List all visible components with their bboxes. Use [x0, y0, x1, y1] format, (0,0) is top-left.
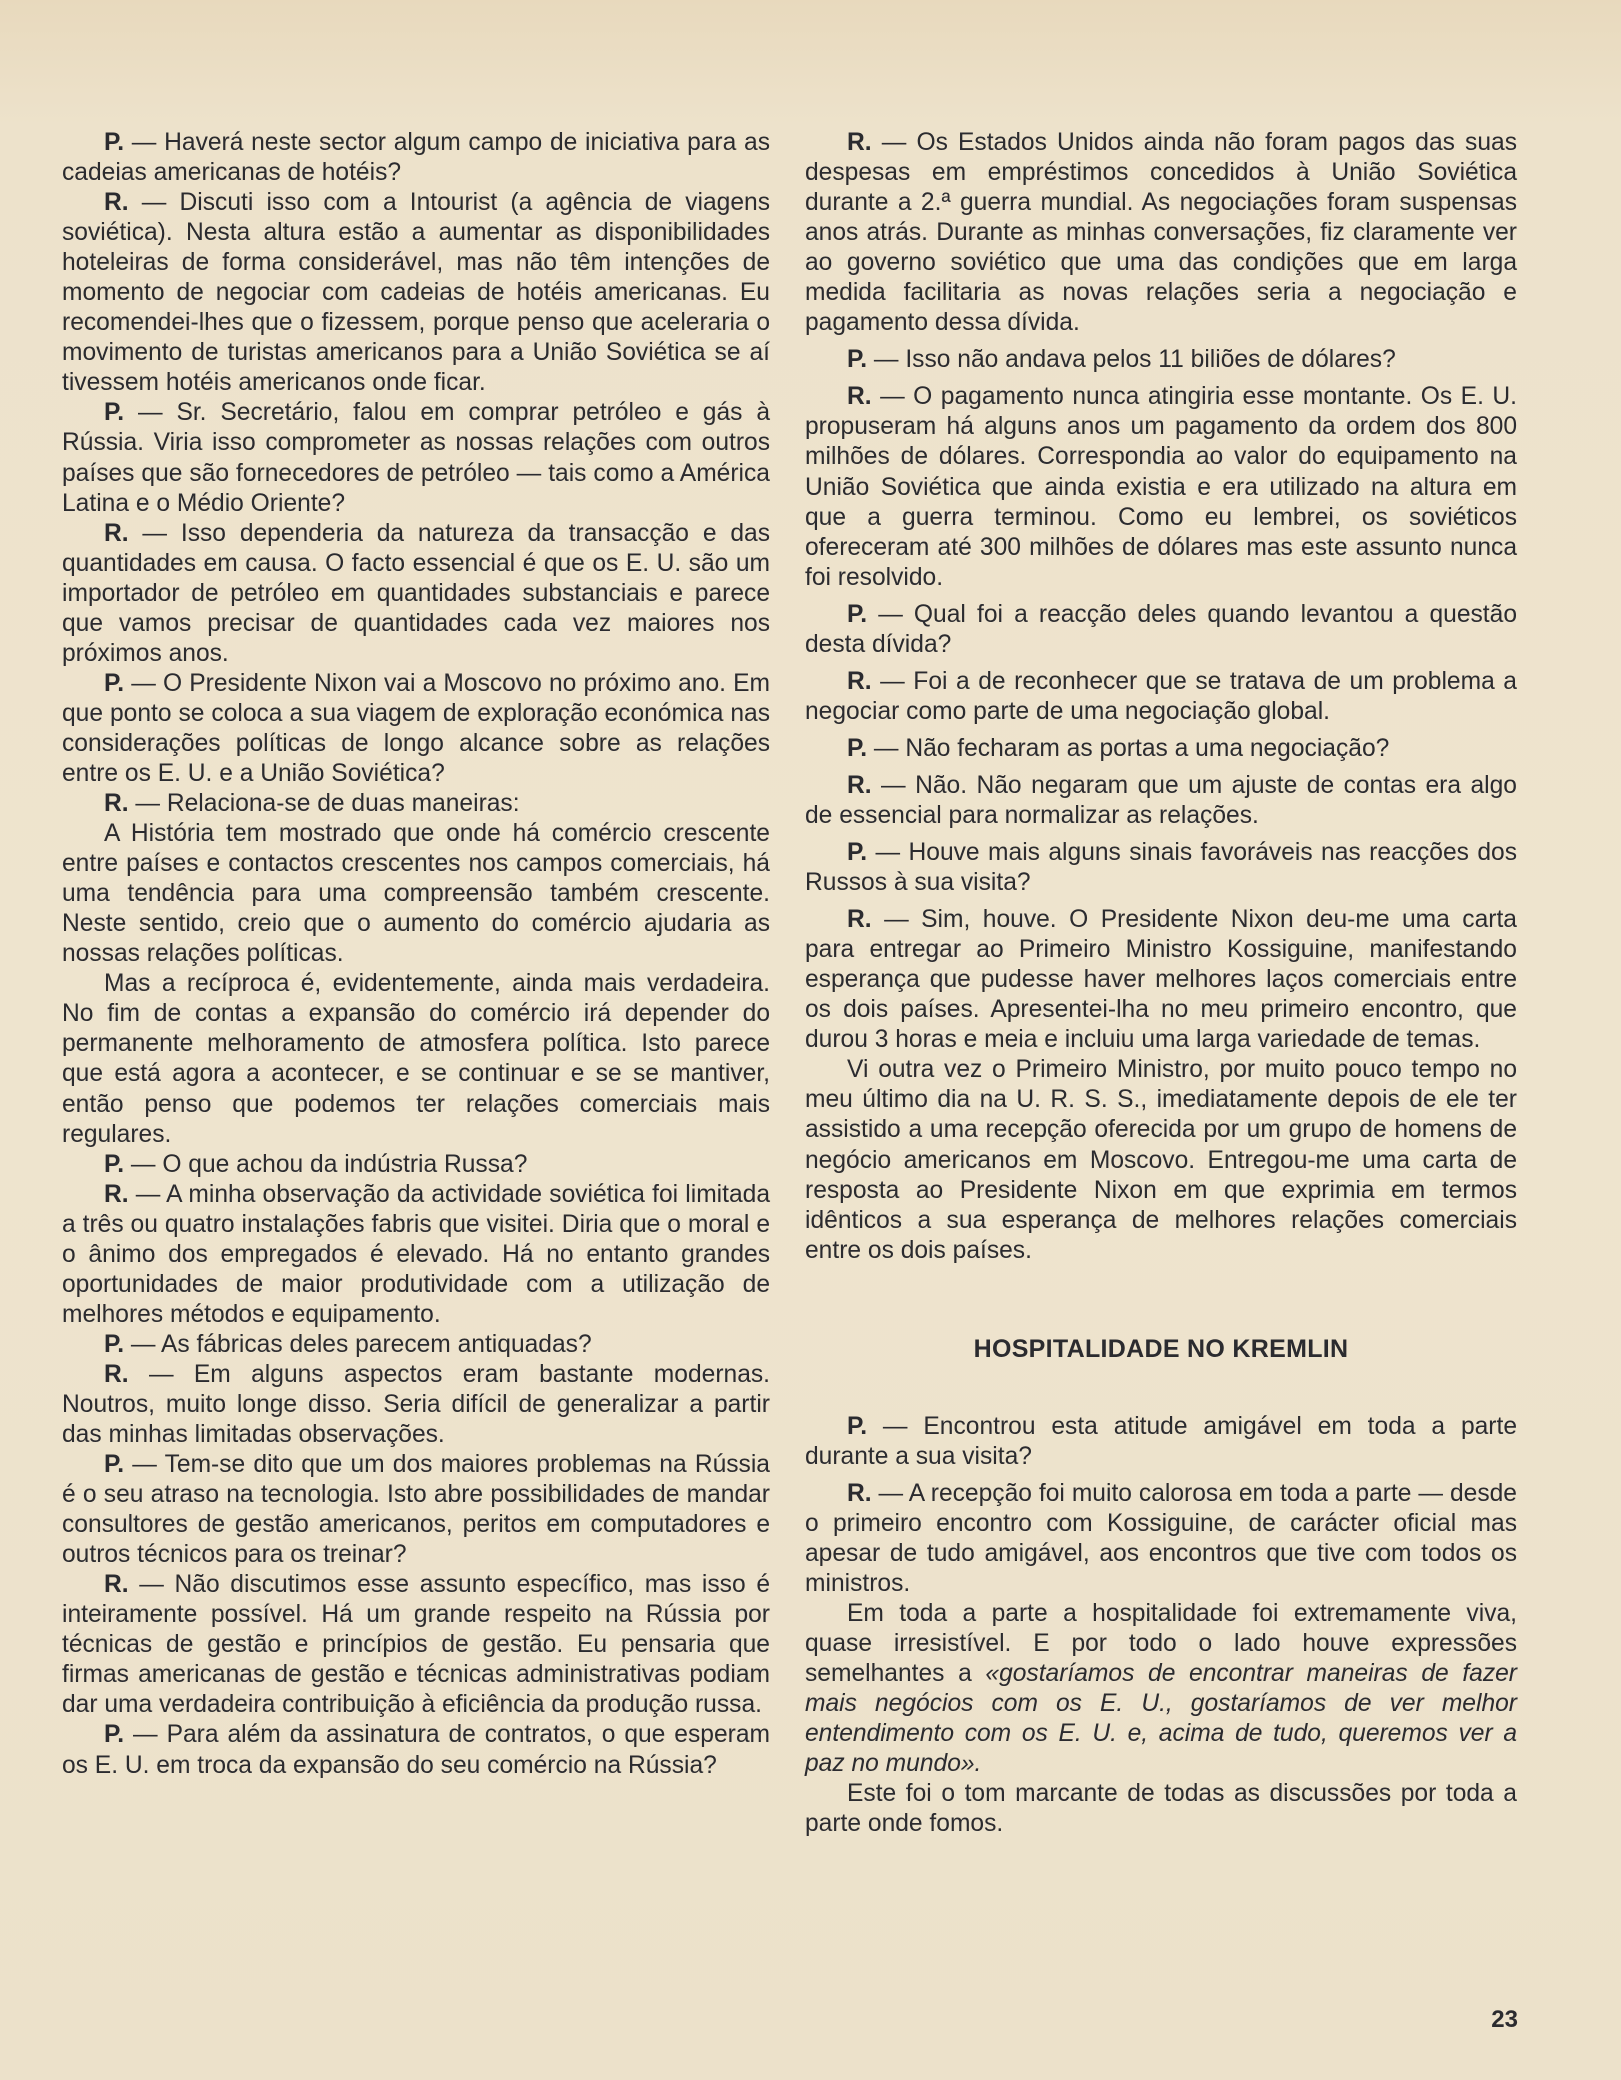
paragraph: R. — Não discutimos esse assunto específico, mas isso é inteiramente possível. Há um grande respeito na Rússia por técnicas de gestão e princípios de gestão. Eu pensaria que firmas americanas de gestão e técnicas administrativas podiam dar uma verdadeira contribuição à eficiência da produção russa.: [62, 1571, 770, 1719]
paragraph: R. — A recepção foi muito calorosa em toda a parte — desde o primeiro encontro com Kossiguine, de carácter oficial mas apesar de tudo amigável, aos encontros que tive com todos os ministros.: [805, 1479, 1517, 1597]
paragraph: P. — As fábricas deles parecem antiquadas?: [104, 1330, 592, 1358]
paragraph: [62, 969, 770, 1149]
paragraph: [62, 819, 770, 969]
speaker-label: P.: [104, 1330, 125, 1358]
left-column: [62, 128, 770, 1781]
paragraph-text: Em alguns aspectos eram bastante modernas. Noutros, muito longe disso. Seria difícil de generalizar a partir das minhas limitadas observações.: [62, 1360, 771, 1449]
paragraph: P. — O que achou da indústria Russa?: [104, 1150, 528, 1178]
speaker-label: R.: [847, 383, 872, 411]
speaker-label: P.: [104, 1451, 125, 1479]
paragraph: [805, 1599, 1517, 1779]
paragraph-text: A História tem mostrado que onde há comércio crescente entre países e contactos crescentes nos campos comerciais, há uma tendência para uma compreensão também crescente. Neste sentido, creio que o aumento do comércio ajudaria as nossas relações políticas.: [62, 820, 770, 968]
paragraph: P. — Houve mais alguns sinais favoráveis nas reacções dos Russos à sua visita?: [805, 839, 1517, 897]
paragraph-text: Houve mais alguns sinais favoráveis nas reacções dos Russos à sua visita?: [805, 839, 1517, 897]
paragraph: P. — Qual foi a reacção deles quando levantou a questão desta dívida?: [805, 600, 1517, 658]
paragraph: R. — Isso dependeria da natureza da transacção e das quantidades em causa. O facto essencial é que os E. U. são um importador de petróleo em quantidades substanciais e parece que vamos precisar de quantidades cada vez maiores nos próximos anos.: [62, 519, 770, 667]
paragraph: R. — O pagamento nunca atingiria esse montante. Os E. U. propuseram há alguns anos um pagamento da ordem dos 800 milhões de dólares. Correspondia ao valor do equipamento na União Soviética que ainda existia e era utilizado na altura em que a guerra terminou. Como eu lembrei, os soviéticos ofereceram até 300 milhões de dólares mas este assunto nunca foi resolvido.: [805, 383, 1517, 591]
paragraph-text: Em toda a parte a hospitalidade foi extremamente viva, quase irresistível. E por todo o lado houve expressões semelhantes a: [805, 1600, 1517, 1688]
speaker-label: R.: [847, 906, 872, 934]
right-column: [805, 128, 1517, 1839]
speaker-label: R.: [104, 1180, 129, 1208]
paragraph: P. — Encontrou esta atitude amigável em toda a parte durante a sua visita?: [805, 1412, 1517, 1470]
speaker-label: R.: [104, 790, 129, 818]
speaker-label: R.: [104, 519, 129, 547]
paragraph: P. — Sr. Secretário, falou em comprar petróleo e gás à Rússia. Viria isso comprometer as nossas relações com outros países que são fornecedores de petróleo — tais como a América Latina e o Médio Oriente?: [62, 399, 771, 517]
paragraph: P. — Tem-se dito que um dos maiores problemas na Rússia é o seu atraso na tecnologia. Isto abre possibilidades de mandar consultores de gestão americanos, peritos em computadores e outros técnicos para os treinar?: [62, 1451, 770, 1569]
speaker-label: R.: [104, 1571, 129, 1599]
section-heading: HOSPITALIDADE NO KREMLIN: [973, 1334, 1349, 1363]
paragraph-text: Encontrou esta atitude amigável em toda a parte durante a sua visita?: [805, 1412, 1517, 1470]
speaker-label: R.: [104, 189, 129, 217]
paragraph-text: Sim, houve. O Presidente Nixon deu-me uma carta para entregar ao Primeiro Ministro Kossiguine, manifestando esperança que pudesse haver melhores laços comerciais entre os dois países. Apresentei-lha no meu primeiro encontro, que durou 3 horas e meia e incluiu uma larga variedade de temas.: [805, 906, 1517, 1054]
speaker-label: P.: [104, 669, 125, 697]
paragraph-text: Tem-se dito que um dos maiores problemas na Rússia é o seu atraso na tecnologia. Isto abre possibilidades de mandar consultores de gestão americanos, peritos em computadores e outros técnicos para os treinar?: [62, 1451, 770, 1569]
paragraph: [805, 1779, 1517, 1839]
paragraph: P. — Não fecharam as portas a uma negociação?: [847, 734, 1390, 762]
paragraph-text: Qual foi a reacção deles quando levantou a questão desta dívida?: [805, 600, 1517, 658]
paragraph-text: Isso não andava pelos 11 biliões de dólares?: [905, 346, 1396, 374]
speaker-label: P.: [847, 734, 868, 762]
italic-quote: «gostaríamos de encontrar maneiras de fazer mais negócios com os E. U., gostaríamos de ver melhor entendimento com os E. U. e, acima de tudo, queremos ver a paz no mundo».: [805, 1660, 1517, 1778]
speaker-label: P.: [847, 346, 868, 374]
paragraph-text: Não discutimos esse assunto específico, mas isso é inteiramente possível. Há um grande respeito na Rússia por técnicas de gestão e princípios de gestão. Eu pensaria que firmas americanas de gestão e técnicas administrativas podiam dar uma verdadeira contribuição à eficiência da produção russa.: [62, 1571, 770, 1719]
speaker-label: P.: [847, 600, 868, 628]
paragraph-text: Isso dependeria da natureza da transacção e das quantidades em causa. O facto essencial é que os E. U. são um importador de petróleo em quantidades substanciais e parece que vamos precisar de quantidades cada vez maiores nos próximos anos.: [62, 519, 770, 667]
paragraph-text: Não fecharam as portas a uma negociação?: [905, 734, 1390, 762]
paragraph: R. — Relaciona-se de duas maneiras:: [104, 790, 520, 818]
paragraph: P. — O Presidente Nixon vai a Moscovo no próximo ano. Em que ponto se coloca a sua viagem de exploração económica nas considerações políticas de longo alcance sobre as relações entre os E. U. e a União Soviética?: [62, 669, 770, 787]
paragraph: R. — Em alguns aspectos eram bastante modernas. Noutros, muito longe disso. Seria difícil de generalizar a partir das minhas limitadas observações.: [62, 1360, 771, 1449]
speaker-label: R.: [104, 1360, 129, 1388]
paragraph-text: O pagamento nunca atingiria esse montante. Os E. U. propuseram há alguns anos um pagamento da ordem dos 800 milhões de dólares. Correspondia ao valor do equipamento na União Soviética que ainda existia e era utilizado na altura em que a guerra terminou. Como eu lembrei, os soviéticos ofereceram até 300 milhões de dólares mas este assunto nunca foi resolvido.: [805, 383, 1517, 591]
speaker-label: P.: [104, 1721, 125, 1749]
speaker-label: P.: [847, 1412, 868, 1440]
paragraph: R. — Foi a de reconhecer que se tratava de um problema a negociar como parte de uma negociação global.: [805, 667, 1517, 725]
speaker-label: P.: [847, 839, 868, 867]
paragraph-text: Para além da assinatura de contratos, o que esperam os E. U. em troca da expansão do seu comércio na Rússia?: [62, 1721, 770, 1779]
paragraph-text: Haverá neste sector algum campo de iniciativa para as cadeias americanas de hotéis?: [62, 129, 770, 187]
paragraph: P. — Isso não andava pelos 11 biliões de dólares?: [847, 346, 1396, 374]
speaker-label: R.: [847, 771, 872, 799]
paragraph: R. — Sim, houve. O Presidente Nixon deu-me uma carta para entregar ao Primeiro Ministro Kossiguine, manifestando esperança que pudesse haver melhores laços comerciais entre os dois países. Apresentei-lha no meu primeiro encontro, que durou 3 horas e meia e incluiu uma larga variedade de temas.: [805, 906, 1517, 1054]
paragraph-text: Mas a recíproca é, evidentemente, ainda mais verdadeira. No fim de contas a expansão do comércio irá depender do permanente melhoramento de atmosfera política. Isto parece que está agora a acontecer, e se continuar e se se mantiver, então penso que podemos ter relações comerciais mais regulares.: [62, 970, 770, 1148]
paragraph: [805, 1055, 1517, 1265]
paragraph: R. — Os Estados Unidos ainda não foram pagos das suas despesas em empréstimos concedidos à União Soviética durante a 2.ª guerra mundial. As negociações foram suspensas anos atrás. Durante as minhas conversações, fiz claramente ver ao governo soviético que uma das condições que em larga medida facilitaria as novas relações seria a negociação e pagamento dessa dívida.: [805, 129, 1517, 337]
speaker-label: P.: [104, 399, 125, 427]
paragraph-text: Sr. Secretário, falou em comprar petróleo e gás à Rússia. Viria isso comprometer as nossas relações com outros países que são fornecedores de petróleo — tais como a América Latina e o Médio Oriente?: [62, 399, 771, 517]
speaker-label: P.: [104, 1150, 125, 1178]
paragraph: R. — Discuti isso com a Intourist (a agência de viagens soviética). Nesta altura estão a aumentar as disponibilidades hoteleiras de forma considerável, mas não têm intenções de momento de negociar com cadeias de hotéis americanas. Eu recomendei-lhes que o fizessem, porque penso que aceleraria o movimento de turistas americanos para a União Soviética se aí tivessem hotéis americanos onde ficar.: [62, 189, 770, 397]
paragraph: R. — A minha observação da actividade soviética foi limitada a três ou quatro instalações fabris que visitei. Diria que o moral e o ânimo dos empregados é elevado. Há no entanto grandes oportunidades de maior produtividade com a utilização de melhores métodos e equipamento.: [62, 1180, 771, 1328]
speaker-label: R.: [847, 129, 872, 156]
paragraph-text: Os Estados Unidos ainda não foram pagos das suas despesas em empréstimos concedidos à União Soviética durante a 2.ª guerra mundial. As negociações foram suspensas anos atrás. Durante as minhas conversações, fiz claramente ver ao governo soviético que uma das condições que em larga medida facilitaria as novas relações seria a negociação e pagamento dessa dívida.: [805, 129, 1517, 337]
speaker-label: R.: [847, 1479, 872, 1507]
paragraph-text: A recepção foi muito calorosa em toda a parte — desde o primeiro encontro com Kossiguine, de carácter oficial mas apesar de tudo amigável, aos encontros que tive com todos os ministros.: [805, 1479, 1517, 1597]
paragraph: P. — Para além da assinatura de contratos, o que esperam os E. U. em troca da expansão do seu comércio na Rússia?: [62, 1721, 770, 1779]
paragraph-text: Não. Não negaram que um ajuste de contas era algo de essencial para normalizar as relações.: [805, 771, 1517, 829]
speaker-label: P.: [104, 129, 125, 156]
paragraph-text: As fábricas deles parecem antiquadas?: [160, 1330, 592, 1358]
paragraph-text: Este foi o tom marcante de todas as discussões por toda a parte onde fomos.: [805, 1780, 1517, 1838]
paragraph-text: Discuti isso com a Intourist (a agência de viagens soviética). Nesta altura estão a aumentar as disponibilidades hoteleiras de forma considerável, mas não têm intenções de momento de negociar com cadeias de hotéis americanas. Eu recomendei-lhes que o fizessem, porque penso que aceleraria o movimento de turistas americanos para a União Soviética se aí tivessem hotéis americanos onde ficar.: [62, 189, 770, 397]
page-number: 23: [1491, 2006, 1518, 2033]
paragraph-text: O que achou da indústria Russa?: [162, 1150, 528, 1178]
paragraph-text: A minha observação da actividade soviética foi limitada a três ou quatro instalações fabris que visitei. Diria que o moral e o ânimo dos empregados é elevado. Há no entanto grandes oportunidades de maior produtividade com a utilização de melhores métodos e equipamento.: [62, 1180, 771, 1328]
speaker-label: R.: [847, 667, 872, 695]
paragraph-text: O Presidente Nixon vai a Moscovo no próximo ano. Em que ponto se coloca a sua viagem de exploração económica nas considerações políticas de longo alcance sobre as relações entre os E. U. e a União Soviética?: [62, 669, 770, 787]
paragraph: P. — Haverá neste sector algum campo de iniciativa para as cadeias americanas de hotéis?: [62, 129, 770, 187]
paragraph-text: Foi a de reconhecer que se tratava de um problema a negociar como parte de uma negociação global.: [805, 667, 1517, 725]
paragraph-text: Vi outra vez o Primeiro Ministro, por muito pouco tempo no meu último dia na U. R. S. S., imediatamente depois de ele ter assistido a uma recepção oferecida por um grupo de homens de negócio americanos em Moscovo. Entregou-me uma carta de resposta ao Presidente Nixon em que exprimia em termos idênticos a sua esperança de melhores relações comerciais entre os dois países.: [805, 1056, 1517, 1264]
paragraph-text: Relaciona-se de duas maneiras:: [166, 790, 520, 818]
paragraph: R. — Não. Não negaram que um ajuste de contas era algo de essencial para normalizar as relações.: [805, 771, 1517, 829]
